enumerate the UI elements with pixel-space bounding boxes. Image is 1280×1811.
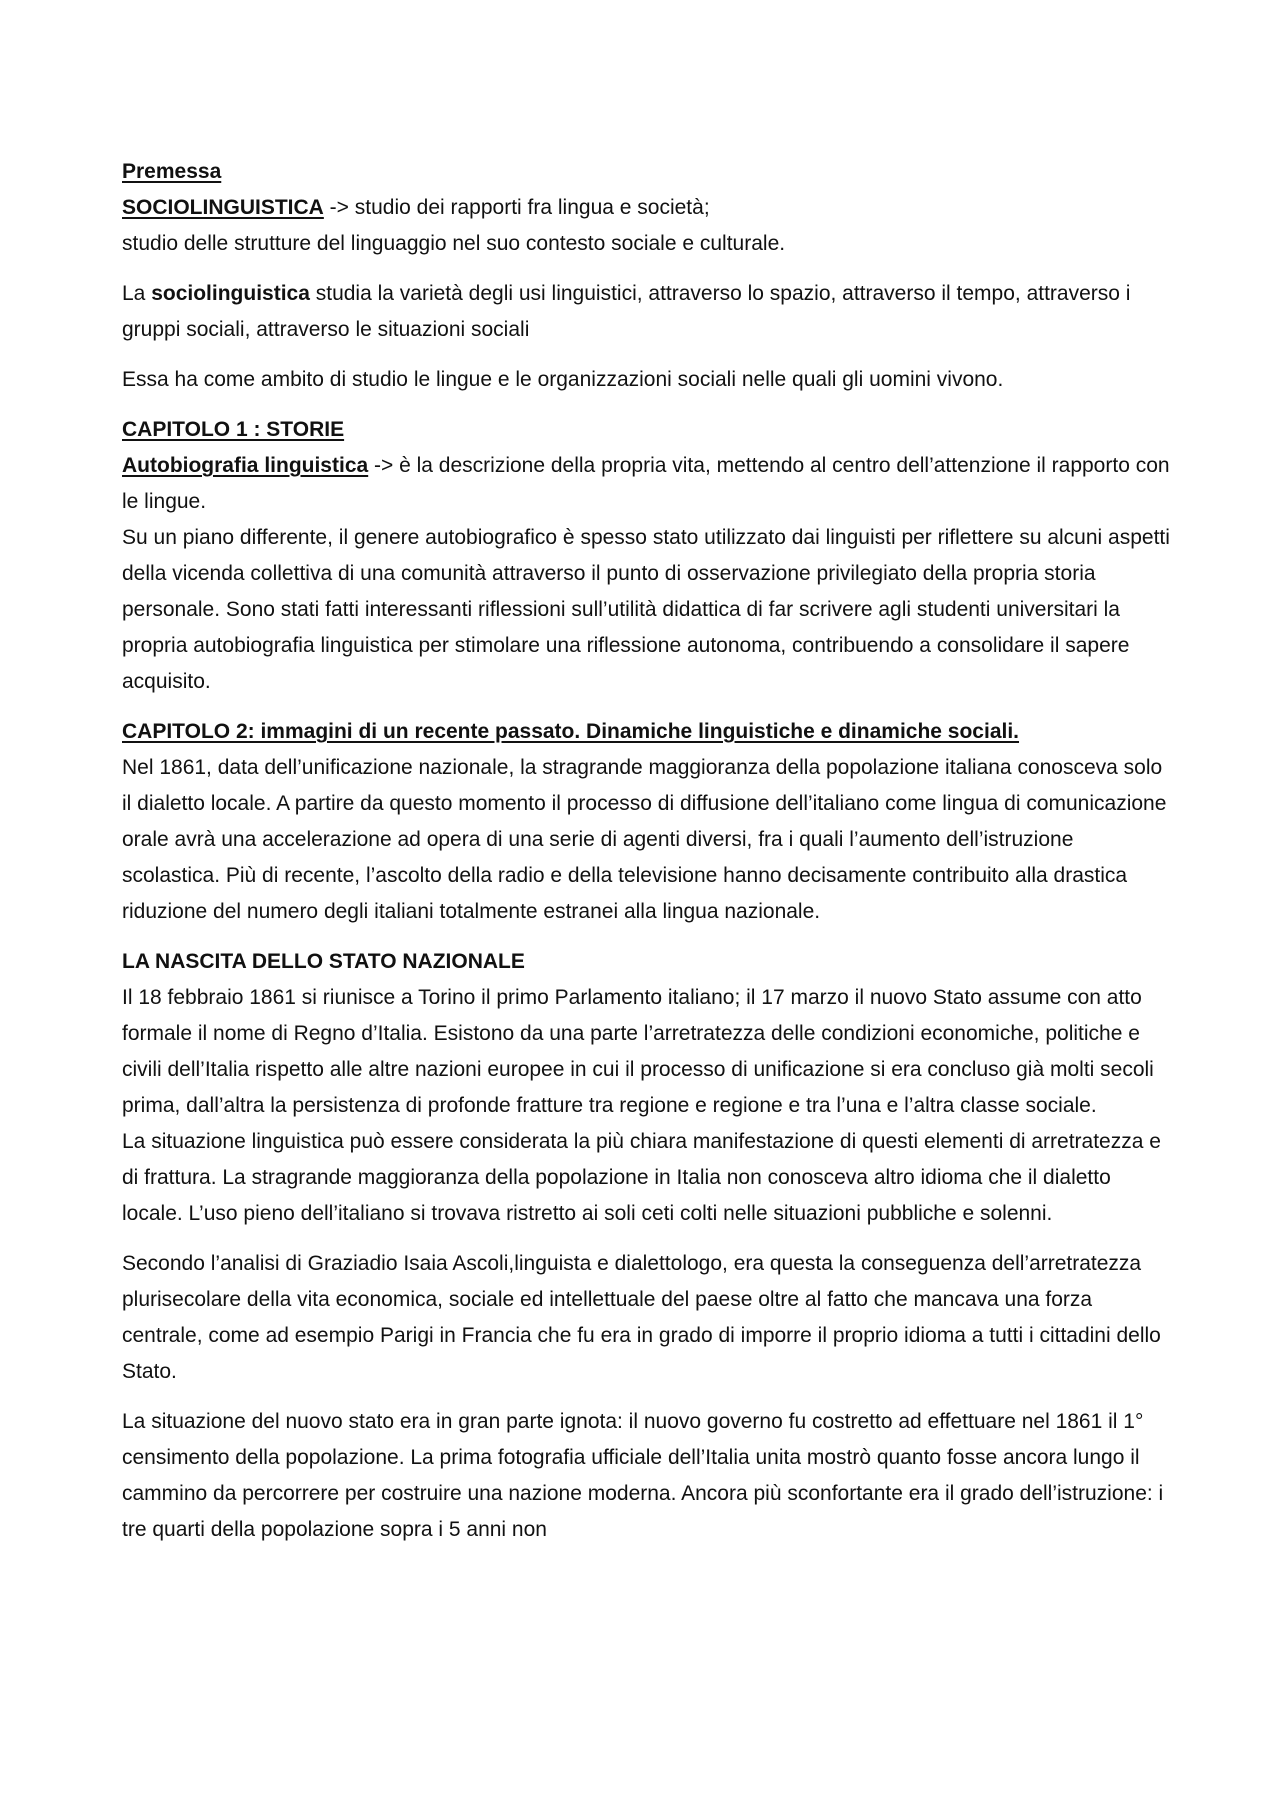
p2-term: sociolinguistica (151, 282, 310, 305)
term-autobiografia: Autobiografia linguistica (122, 454, 369, 477)
p2-after: studia la varietà degli usi linguistici, attraverso lo spazio, attraverso il tempo, attraverso i gruppi sociali, attraverso le situazioni sociali (122, 282, 1131, 341)
paragraph-censimento: La situazione del nuovo stato era in gran parte ignota: il nuovo governo fu costretto ad effettuare nel 1861 il 1° censimento della popolazione. La prima fotografia ufficiale dell’Italia unita mostrò quanto fosse ancora lungo il cammino da percorrere per costruire una nazione moderna. Ancora più sconfortante era il grado dell’istruzione: i tre quarti della popolazione sopra i 5 anni non (122, 1410, 1164, 1541)
heading-nascita-text: LA NASCITA DELLO STATO NAZIONALE (122, 950, 525, 973)
paragraph-ascoli: Secondo l’analisi di Graziadio Isaia Ascoli,linguista e dialettologo, era questa la conseguenza dell’arretratezza plurisecolare della vita economica, sociale ed intellettuale del paese oltre al fatto che mancava una forza centrale, come ad esempio Parigi in Francia che fu era in grado di imporre il proprio idioma a tutti i cittadini dello Stato. (122, 1252, 1161, 1383)
definition-text-1: -> studio dei rapporti fra lingua e società; (323, 196, 710, 219)
heading-premessa (122, 154, 1172, 190)
paragraph-sociolinguistica (122, 276, 1172, 348)
autobiografia-def: -> è la descrizione della propria vita, mettendo al centro dell’attenzione il rapporto con le lingue. (122, 454, 1170, 513)
heading-capitolo-2-text: CAPITOLO 2: immagini di un recente passato. Dinamiche linguistiche e dinamiche sociali. (122, 720, 1020, 743)
definition-autobiografia (122, 448, 1172, 520)
term-sociolinguistica: SOCIOLINGUISTICA (122, 196, 324, 219)
definition-line-2: studio delle strutture del linguaggio nel suo contesto sociale e culturale. (122, 232, 786, 255)
heading-capitolo-2 (122, 714, 1172, 750)
definition-sociolinguistica (122, 190, 1172, 226)
heading-premessa-text: Premessa (122, 160, 222, 183)
document-page (122, 154, 1172, 1548)
paragraph-piano-differente: Su un piano differente, il genere autobiografico è spesso stato utilizzato dai linguisti per riflettere su alcuni aspetti della vicenda collettiva di una comunità attraverso il punto di osservazione privilegiato della propria storia personale. Sono stati fatti interessanti riflessioni sull’utilità didattica di far scrivere agli studenti universitari la propria autobiografia linguistica per stimolare una riflessione autonoma, contribuendo a consolidare il sapere acquisito. (122, 526, 1170, 693)
heading-capitolo-1-text: CAPITOLO 1 : STORIE (122, 418, 345, 441)
paragraph-1861: Nel 1861, data dell’unificazione nazionale, la stragrande maggioranza della popolazione italiana conosceva solo il dialetto locale. A partire da questo momento il processo di diffusione dell’italiano come lingua di comunicazione orale avrà una accelerazione ad opera di una serie di agenti diversi, fra i quali l’aumento dell’istruzione scolastica. Più di recente, l’ascolto della radio e della televisione hanno decisamente contribuito alla drastica riduzione del numero degli italiani totalmente estranei alla lingua nazionale. (122, 756, 1167, 923)
heading-capitolo-1 (122, 412, 1172, 448)
paragraph-ambito: Essa ha come ambito di studio le lingue e le organizzazioni sociali nelle quali gli uomini vivono. (122, 368, 1004, 391)
heading-nascita (122, 944, 1172, 980)
paragraph-parlamento: Il 18 febbraio 1861 si riunisce a Torino il primo Parlamento italiano; il 17 marzo il nuovo Stato assume con atto formale il nome di Regno d’Italia. Esistono da una parte l’arretratezza delle condizioni economiche, politiche e civili dell’Italia rispetto alle altre nazioni europee in cui il processo di unificazione si era concluso già molti secoli prima, dall’altra la persistenza di profonde fratture tra regione e regione e tra l’una e l’altra classe sociale. (122, 986, 1154, 1117)
paragraph-situazione-linguistica: La situazione linguistica può essere considerata la più chiara manifestazione di questi elementi di arretratezza e di frattura. La stragrande maggioranza della popolazione in Italia non conosceva altro idioma che il dialetto locale. L’uso pieno dell’italiano si trovava ristretto ai soli ceti colti nelle situazioni pubbliche e solenni. (122, 1130, 1161, 1225)
p2-before: La (122, 282, 152, 305)
